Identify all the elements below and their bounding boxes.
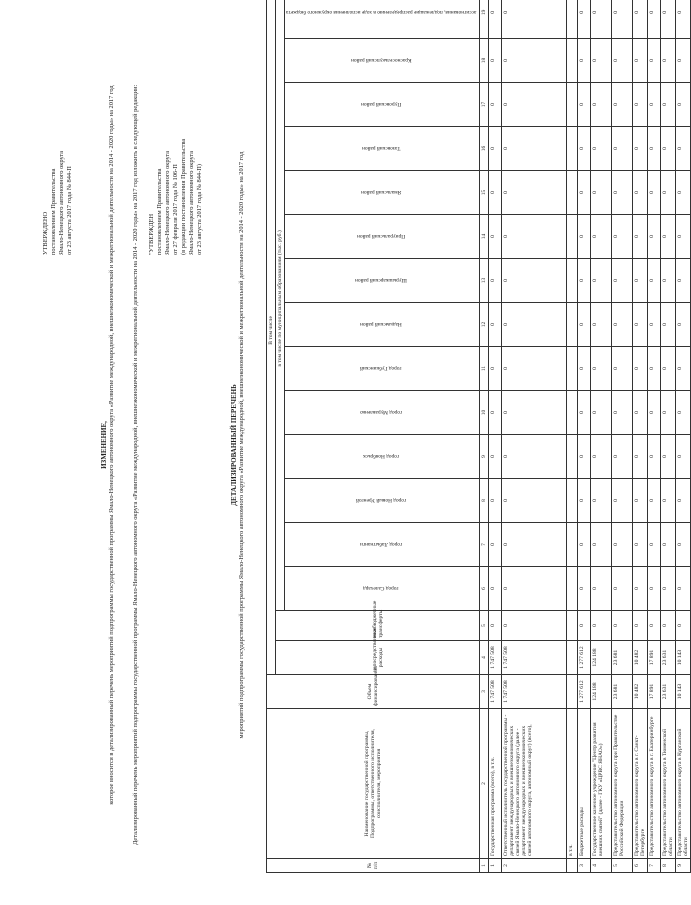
row-municipality-value: 0 xyxy=(676,567,691,611)
row-municipality-value: 0 xyxy=(489,347,502,391)
row-municipality-value: 0 xyxy=(502,171,567,215)
row-number: 3 xyxy=(578,859,591,873)
row-direct xyxy=(567,641,578,675)
row-municipality-value: 0 xyxy=(578,479,591,523)
header-municipality xyxy=(285,215,480,259)
list-subtitle: мероприятий подпрограммы государственной программы Ямало-Ненецкого автономного округа «Развитие международной, внешнеэкономической и межрегиональной деятельности на 2014 - 2020 годы» на 2017 год xyxy=(238,151,245,739)
row-municipality-value xyxy=(567,127,578,171)
row-municipality-value: 0 xyxy=(676,0,691,39)
row-transfers: 0 xyxy=(648,611,661,641)
row-municipality-value: 0 xyxy=(648,435,661,479)
column-number: 19 xyxy=(480,0,489,39)
column-number: 9 xyxy=(480,435,489,479)
row-name: в т.ч. xyxy=(567,709,578,859)
approval-line: УТВЕРЖДЕНО xyxy=(42,211,49,255)
row-municipality-value: 0 xyxy=(578,83,591,127)
row-municipality-value: 0 xyxy=(612,567,633,611)
row-transfers: 0 xyxy=(676,611,691,641)
row-municipality-value xyxy=(567,523,578,567)
municipality-label: город Новый Уренгой xyxy=(356,497,407,504)
row-municipality-value: 0 xyxy=(578,347,591,391)
row-municipality-value: 0 xyxy=(661,523,676,567)
row-municipality-value xyxy=(567,347,578,391)
approval-line: "УТВЕРЖДЕН xyxy=(148,213,155,255)
row-name: Представительство автономного округа в Тюменской области xyxy=(661,709,676,859)
row-name: Представительство автономного округа при Правительстве Российской Федерации xyxy=(612,709,633,859)
row-municipality-value: 0 xyxy=(676,259,691,303)
row-municipality-value: 0 xyxy=(633,215,648,259)
approval-line: (в редакции постановления Правительства xyxy=(180,138,187,255)
row-municipality-value: 0 xyxy=(502,259,567,303)
row-volume xyxy=(567,675,578,709)
municipality-label: Пуровский район xyxy=(361,101,402,108)
row-municipality-value: 0 xyxy=(661,479,676,523)
row-municipality-value: 0 xyxy=(489,303,502,347)
column-number: 6 xyxy=(480,567,489,611)
row-number: 4 xyxy=(591,859,612,873)
row-municipality-value: 0 xyxy=(502,435,567,479)
row-name: Представительство автономного округа в г. Санкт-Петербурге xyxy=(633,709,648,859)
table-row xyxy=(661,0,676,873)
row-municipality-value: 0 xyxy=(648,127,661,171)
row-name: Представительство автономного округа в г. Екатеринбурге xyxy=(648,709,661,859)
header-num: № п/п xyxy=(267,859,480,873)
row-volume: 10 143 xyxy=(676,675,691,709)
row-municipality-value: 0 xyxy=(648,347,661,391)
column-number: 17 xyxy=(480,83,489,127)
row-municipality-value: 0 xyxy=(676,523,691,567)
column-number: 2 xyxy=(480,709,489,859)
row-municipality-value: 0 xyxy=(591,0,612,39)
row-municipality-value: 0 xyxy=(502,523,567,567)
row-municipality-value: 0 xyxy=(676,391,691,435)
row-municipality-value: 0 xyxy=(578,259,591,303)
row-municipality-value: 0 xyxy=(612,303,633,347)
municipality-label: Тазовский район xyxy=(361,145,401,152)
row-municipality-value: 0 xyxy=(591,259,612,303)
row-number: 2 xyxy=(502,859,567,873)
municipality-label: Приуральский район xyxy=(357,233,406,240)
measures-table xyxy=(266,0,691,873)
row-municipality-value: 0 xyxy=(661,435,676,479)
column-number: 5 xyxy=(480,611,489,641)
row-transfers: 0 xyxy=(633,611,648,641)
municipality-label: город Лабытнанги xyxy=(360,541,403,548)
row-municipality-value: 0 xyxy=(633,127,648,171)
approval-line: от 27 февраля 2017 года № 106-П xyxy=(172,164,179,255)
row-municipality-value: 0 xyxy=(661,347,676,391)
row-number xyxy=(567,859,578,873)
row-municipality-value: 0 xyxy=(591,39,612,83)
row-name: Бюджетные расходы xyxy=(578,709,591,859)
municipality-label: город Муравленко xyxy=(360,409,403,416)
header-municipality xyxy=(285,391,480,435)
row-municipality-value: 0 xyxy=(633,83,648,127)
table-row xyxy=(612,0,633,873)
row-municipality-value: 0 xyxy=(661,567,676,611)
header-direct-expenses: непосредственные расходы xyxy=(276,641,480,675)
column-number: 14 xyxy=(480,215,489,259)
table-row xyxy=(567,0,578,873)
header-municipality xyxy=(285,39,480,83)
row-municipality-value: 0 xyxy=(612,347,633,391)
row-number: 5 xyxy=(612,859,633,873)
row-municipality-value: 0 xyxy=(591,171,612,215)
row-municipality-value: 0 xyxy=(489,215,502,259)
row-municipality-value: 0 xyxy=(489,39,502,83)
row-name: Государственное казенное учреждение "Центр развития внешних связей" (далее - ГКУ «ЦРВС ЯНАО») xyxy=(591,709,612,859)
row-municipality-value: 0 xyxy=(633,435,648,479)
row-municipality-value: 0 xyxy=(648,39,661,83)
row-volume: 23 631 xyxy=(661,675,676,709)
approval-stamp-second xyxy=(148,35,204,255)
row-municipality-value: 0 xyxy=(612,127,633,171)
row-municipality-value xyxy=(567,259,578,303)
column-number: 13 xyxy=(480,259,489,303)
row-municipality-value: 0 xyxy=(591,523,612,567)
row-direct: 1 277 612 xyxy=(578,641,591,675)
row-municipality-value: 0 xyxy=(648,567,661,611)
row-transfers: 0 xyxy=(661,611,676,641)
row-number: 7 xyxy=(648,859,661,873)
row-municipality-value: 0 xyxy=(633,0,648,39)
table-row xyxy=(489,0,502,873)
column-number: 7 xyxy=(480,523,489,567)
row-municipality-value: 0 xyxy=(578,39,591,83)
row-municipality-value: 0 xyxy=(502,215,567,259)
approval-line: Ямало-Ненецкого автономного округа xyxy=(188,150,195,255)
row-transfers: 0 xyxy=(502,611,567,641)
approval-line: от 23 августа 2017 года № 844-П) xyxy=(196,164,203,255)
row-municipality-value: 0 xyxy=(661,391,676,435)
header-municipality xyxy=(285,303,480,347)
row-direct: 10 143 xyxy=(676,641,691,675)
row-municipality-value: 0 xyxy=(661,303,676,347)
header-municipality xyxy=(285,523,480,567)
municipality-label: город Губкинский xyxy=(360,365,402,372)
row-municipality-value: 0 xyxy=(489,127,502,171)
row-number: 6 xyxy=(633,859,648,873)
intro-paragraph: Детализированный перечень мероприятий подпрограммы государственной программы Ямало-Ненецкого автономного округа «Развитие международной, внешнеэкономической и межрегиональной деятельности на 2014 - 2020 годы» на 2017 год изложить в следующей редакции: xyxy=(132,84,139,845)
row-municipality-value: 0 xyxy=(676,39,691,83)
header-municipality xyxy=(285,259,480,303)
row-municipality-value xyxy=(567,171,578,215)
row-direct: 1 747 508 xyxy=(489,641,502,675)
changes-title: ИЗМЕНЕНИЕ, xyxy=(100,421,108,469)
row-municipality-value: 0 xyxy=(502,0,567,39)
header-municipality xyxy=(285,435,480,479)
row-municipality-value: 0 xyxy=(578,171,591,215)
row-municipality-value: 0 xyxy=(633,567,648,611)
approval-stamp-top xyxy=(42,55,74,255)
row-municipality-value xyxy=(567,435,578,479)
row-municipality-value: 0 xyxy=(676,215,691,259)
header-municipality xyxy=(285,347,480,391)
row-municipality-value: 0 xyxy=(612,479,633,523)
row-transfers: 0 xyxy=(489,611,502,641)
row-name: Государственная программа (всего), в т.ч. xyxy=(489,709,502,859)
row-municipality-value: 0 xyxy=(648,171,661,215)
row-municipality-value: 0 xyxy=(502,391,567,435)
column-number: 8 xyxy=(480,479,489,523)
row-volume: 17 891 xyxy=(648,675,661,709)
list-title: ДЕТАЛИЗИРОВАННЫЙ ПЕРЕЧЕНЬ xyxy=(230,384,238,506)
column-number: 10 xyxy=(480,391,489,435)
table-row xyxy=(633,0,648,873)
row-municipality-value: 0 xyxy=(591,391,612,435)
row-municipality-value: 0 xyxy=(502,83,567,127)
row-municipality-value: 0 xyxy=(661,83,676,127)
row-municipality-value: 0 xyxy=(578,215,591,259)
row-municipality-value: 0 xyxy=(502,479,567,523)
row-municipality-value: 0 xyxy=(661,259,676,303)
column-number: 16 xyxy=(480,127,489,171)
header-transfers: межбюджетные трансферты xyxy=(276,611,480,641)
row-municipality-value: 0 xyxy=(489,523,502,567)
row-transfers xyxy=(567,611,578,641)
row-municipality-value: 0 xyxy=(648,83,661,127)
row-municipality-value: 0 xyxy=(578,567,591,611)
row-municipality-value: 0 xyxy=(661,127,676,171)
row-direct: 124 188 xyxy=(591,641,612,675)
header-municipality xyxy=(285,171,480,215)
row-municipality-value: 0 xyxy=(578,435,591,479)
column-number: 15 xyxy=(480,171,489,215)
table-row xyxy=(502,0,567,873)
row-municipality-value: 0 xyxy=(591,303,612,347)
approval-line: постановлением Правительства xyxy=(156,168,163,255)
row-municipality-value: 0 xyxy=(502,567,567,611)
row-name: Представительство автономного округа в Курганской области xyxy=(676,709,691,859)
row-number: 9 xyxy=(676,859,691,873)
row-municipality-value: 0 xyxy=(612,39,633,83)
row-municipality-value: 0 xyxy=(633,523,648,567)
row-municipality-value xyxy=(567,215,578,259)
column-number: 18 xyxy=(480,39,489,83)
row-municipality-value: 0 xyxy=(489,0,502,39)
row-municipality-value xyxy=(567,479,578,523)
row-direct: 17 891 xyxy=(648,641,661,675)
row-municipality-value: 0 xyxy=(489,83,502,127)
column-number: 3 xyxy=(480,675,489,709)
approval-line: постановлением Правительства xyxy=(50,168,57,255)
row-municipality-value: 0 xyxy=(489,171,502,215)
municipality-label: ассигнования, подлежащие распределению в ходе исполнения окружного бюджета xyxy=(286,9,477,16)
header-including: В том числе xyxy=(267,0,276,675)
municipality-label: Ямальский район xyxy=(361,189,402,196)
header-municipalities: в том числе по муниципальным образованиям (тыс. руб.) xyxy=(276,0,285,611)
row-municipality-value: 0 xyxy=(633,391,648,435)
row-municipality-value: 0 xyxy=(578,523,591,567)
row-municipality-value xyxy=(567,391,578,435)
row-direct: 23 681 xyxy=(612,641,633,675)
row-municipality-value: 0 xyxy=(661,171,676,215)
row-municipality-value: 0 xyxy=(612,259,633,303)
table-row xyxy=(676,0,691,873)
approval-line: Ямало-Ненецкого автономного округа xyxy=(164,150,171,255)
row-municipality-value: 0 xyxy=(661,39,676,83)
row-municipality-value xyxy=(567,83,578,127)
column-number: 11 xyxy=(480,347,489,391)
row-municipality-value: 0 xyxy=(612,83,633,127)
row-municipality-value: 0 xyxy=(578,127,591,171)
row-volume: 124 188 xyxy=(591,675,612,709)
row-municipality-value: 0 xyxy=(648,303,661,347)
row-municipality-value: 0 xyxy=(648,479,661,523)
row-transfers: 0 xyxy=(578,611,591,641)
row-municipality-value: 0 xyxy=(633,347,648,391)
row-municipality-value: 0 xyxy=(676,127,691,171)
header-municipality xyxy=(285,127,480,171)
row-municipality-value: 0 xyxy=(676,479,691,523)
row-municipality-value: 0 xyxy=(648,0,661,39)
row-volume: 23 681 xyxy=(612,675,633,709)
row-municipality-value: 0 xyxy=(676,171,691,215)
row-municipality-value xyxy=(567,303,578,347)
row-municipality-value: 0 xyxy=(591,435,612,479)
row-direct: 10 482 xyxy=(633,641,648,675)
row-municipality-value: 0 xyxy=(578,0,591,39)
row-municipality-value: 0 xyxy=(489,567,502,611)
row-municipality-value: 0 xyxy=(591,567,612,611)
row-municipality-value xyxy=(567,39,578,83)
row-municipality-value: 0 xyxy=(489,435,502,479)
header-municipality xyxy=(285,479,480,523)
approval-line: от 23 августа 2017 года № 844-П xyxy=(66,166,73,255)
row-municipality-value: 0 xyxy=(612,0,633,39)
row-municipality-value: 0 xyxy=(591,347,612,391)
row-volume: 1 747 508 xyxy=(502,675,567,709)
row-municipality-value: 0 xyxy=(489,391,502,435)
row-municipality-value: 0 xyxy=(489,479,502,523)
municipality-label: Надымский район xyxy=(360,321,403,328)
row-municipality-value: 0 xyxy=(502,127,567,171)
row-direct: 23 631 xyxy=(661,641,676,675)
row-municipality-value: 0 xyxy=(591,479,612,523)
row-municipality-value: 0 xyxy=(578,391,591,435)
row-municipality-value: 0 xyxy=(502,39,567,83)
row-municipality-value: 0 xyxy=(502,347,567,391)
row-municipality-value: 0 xyxy=(676,347,691,391)
municipality-label: Шурышкарский район xyxy=(355,277,408,284)
header-name: Наименование государственной программы, Подпрограммы, ответственного исполнителя, соисполнителя, мероприятия xyxy=(267,709,480,859)
row-transfers: 0 xyxy=(612,611,633,641)
row-municipality-value: 0 xyxy=(612,391,633,435)
header-municipality xyxy=(285,567,480,611)
table-row xyxy=(578,0,591,873)
row-municipality-value: 0 xyxy=(612,523,633,567)
row-municipality-value: 0 xyxy=(661,215,676,259)
row-municipality-value: 0 xyxy=(633,259,648,303)
municipality-label: город Салехард xyxy=(363,585,399,592)
municipality-label: город Ноябрьск xyxy=(363,453,400,460)
row-municipality-value: 0 xyxy=(648,391,661,435)
row-volume: 1 747 508 xyxy=(489,675,502,709)
row-number: 8 xyxy=(661,859,676,873)
row-municipality-value: 0 xyxy=(676,435,691,479)
approval-line: Ямало-Ненецкого автономного округа xyxy=(58,150,65,255)
row-municipality-value: 0 xyxy=(591,83,612,127)
header-volume: Объем финансирования xyxy=(267,675,480,709)
row-municipality-value: 0 xyxy=(648,259,661,303)
column-number: 1 xyxy=(480,859,489,873)
row-municipality-value: 0 xyxy=(612,215,633,259)
row-volume: 10 482 xyxy=(633,675,648,709)
row-municipality-value: 0 xyxy=(676,303,691,347)
row-volume: 1 277 612 xyxy=(578,675,591,709)
header-municipality xyxy=(285,0,480,39)
row-municipality-value xyxy=(567,567,578,611)
column-number: 4 xyxy=(480,641,489,675)
row-municipality-value: 0 xyxy=(633,479,648,523)
table-row xyxy=(591,0,612,873)
row-municipality-value: 0 xyxy=(502,303,567,347)
row-municipality-value: 0 xyxy=(578,303,591,347)
row-name: Ответственный исполнитель государственной программы - департамент международных и внешнеэкономических связей Ямало-Ненецкого автономного округа (далее - департамент международных и внешнеэкономических связей автономного округа, автономный округ) (всего), xyxy=(502,709,567,859)
row-municipality-value: 0 xyxy=(633,39,648,83)
changes-subtitle: которое вносится в детализированный перечень мероприятий подпрограммы государственной программы Ямало-Ненецкого автономного округа «Развитие международной, внешнеэкономической и межрегиональной деятельности на 2014 - 2020 годы» на 2017 год xyxy=(108,85,115,805)
row-municipality-value: 0 xyxy=(633,303,648,347)
row-municipality-value: 0 xyxy=(633,171,648,215)
row-number: 1 xyxy=(489,859,502,873)
row-municipality-value: 0 xyxy=(591,215,612,259)
row-municipality-value: 0 xyxy=(648,215,661,259)
table-row xyxy=(648,0,661,873)
row-municipality-value: 0 xyxy=(591,127,612,171)
row-municipality-value: 0 xyxy=(489,259,502,303)
row-municipality-value: 0 xyxy=(612,435,633,479)
municipality-label: Красноселькупский район xyxy=(350,57,412,64)
row-municipality-value: 0 xyxy=(676,83,691,127)
row-direct: 1 747 508 xyxy=(502,641,567,675)
row-municipality-value xyxy=(567,0,578,39)
column-number: 12 xyxy=(480,303,489,347)
row-transfers: 0 xyxy=(591,611,612,641)
row-municipality-value: 0 xyxy=(648,523,661,567)
row-municipality-value: 0 xyxy=(661,0,676,39)
row-municipality-value: 0 xyxy=(612,171,633,215)
header-municipality xyxy=(285,83,480,127)
